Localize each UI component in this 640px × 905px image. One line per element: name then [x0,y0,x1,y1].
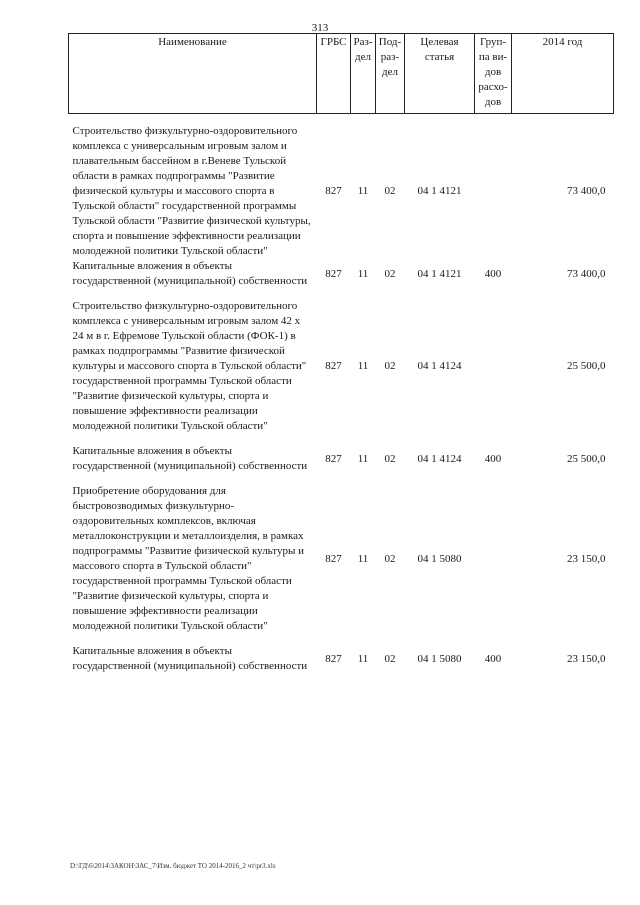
row-target: 04 1 4124 [417,360,462,372]
table-row [69,124,614,259]
row-group [475,124,512,259]
table-row [69,444,614,474]
row-target: 04 1 5080 [417,652,462,665]
table-row [69,484,614,634]
row-razdel: 11 [357,267,369,280]
header-grbs: ГРБС [317,34,351,114]
row-target: 04 1 4121 [417,185,462,197]
row-razdel: 11 [357,360,369,372]
row-podrazdel: 02 [384,552,396,565]
row-name: Капитальные вложения в объекты государственной (муниципальной) собственности [72,445,308,472]
row-razdel: 11 [357,452,369,465]
row-grbs: 827 [325,652,342,665]
row-amount: 73 400,0 [567,267,606,280]
header-target: Целевая статья [405,34,475,114]
row-grbs: 827 [325,185,342,197]
header-podrazdel: Под- раз- дел [376,34,405,114]
row-amount: 23 150,0 [567,652,606,665]
row-target: 04 1 4121 [417,267,462,280]
row-group [475,484,512,634]
row-grbs: 827 [325,267,342,280]
row-grbs: 827 [325,552,342,565]
row-podrazdel: 02 [384,360,396,372]
row-amount: 25 500,0 [567,360,606,372]
row-podrazdel: 02 [384,185,396,197]
row-group: 400 [484,267,502,280]
row-name: Капитальные вложения в объекты государственной (муниципальной) собственности [72,645,308,672]
page-number: 313 [311,22,329,34]
row-razdel: 11 [357,185,369,197]
row-grbs: 827 [325,360,342,372]
row-name: Приобретение оборудования для быстровозводимых физкультурно-оздоровительных комплексов, включая металлоконструкции и металлоизделия, в рамках подпрограммы "Развитие физической культуры и массового спорта в Тульской области" государственной программы Тульской области "Развитие физической культуры, спорта и повышение эффективности реализации молодежной политики Тульской области" [72,485,304,632]
row-target: 04 1 5080 [417,552,462,565]
header-year: 2014 год [512,34,614,114]
row-podrazdel: 02 [384,267,396,280]
row-name: Капитальные вложения в объекты государственной (муниципальной) собственности [72,260,308,287]
row-name: Строительство физкультурно-оздоровительного комплекса с универсальным игровым залом и плавательным бассейном в г.Веневе Тульской области в рамках подпрограммы "Развитие физической культуры и массового спорта в Тульской области" государственной программы Тульской области "Развитие физической культуры, спорта и повышение эффективности реализации молодежной политики Тульской области" [72,125,311,257]
row-razdel: 11 [357,552,369,565]
row-target: 04 1 4124 [417,452,462,465]
table-row [69,299,614,434]
budget-table [68,33,614,674]
header-name: Наименование [69,34,317,114]
row-amount: 23 150,0 [567,552,606,565]
row-podrazdel: 02 [384,452,396,465]
row-group: 400 [484,652,502,665]
row-grbs: 827 [325,452,342,465]
table-row [69,644,614,674]
row-group [475,299,512,434]
header-group: Груп- па ви- дов расхо- дов [475,34,512,114]
header-row [69,34,614,114]
row-group: 400 [484,452,502,465]
row-podrazdel: 02 [384,652,396,665]
row-amount: 25 500,0 [567,452,606,465]
header-razdel: Раз- дел [351,34,376,114]
row-name: Строительство физкультурно-оздоровительного комплекса с универсальным игровым залом 42 х 24 м в г. Ефремове Тульской области (ФОК-1) в рамках подпрограммы "Развитие физической культуры и массового спорта в Тульской области" государственной программы Тульской области "Развитие физической культуры, спорта и повышение эффективности реализации молодежной политики Тульской области" [72,300,307,432]
table-row [69,259,614,289]
file-path-footer: D:\ГД\6\2014\ЗАКОН\ЗАС_7\Изм. бюджет ТО 2014-2016_2 чт\pr3.xls [70,862,276,870]
row-razdel: 11 [357,652,369,665]
row-amount: 73 400,0 [567,185,606,197]
